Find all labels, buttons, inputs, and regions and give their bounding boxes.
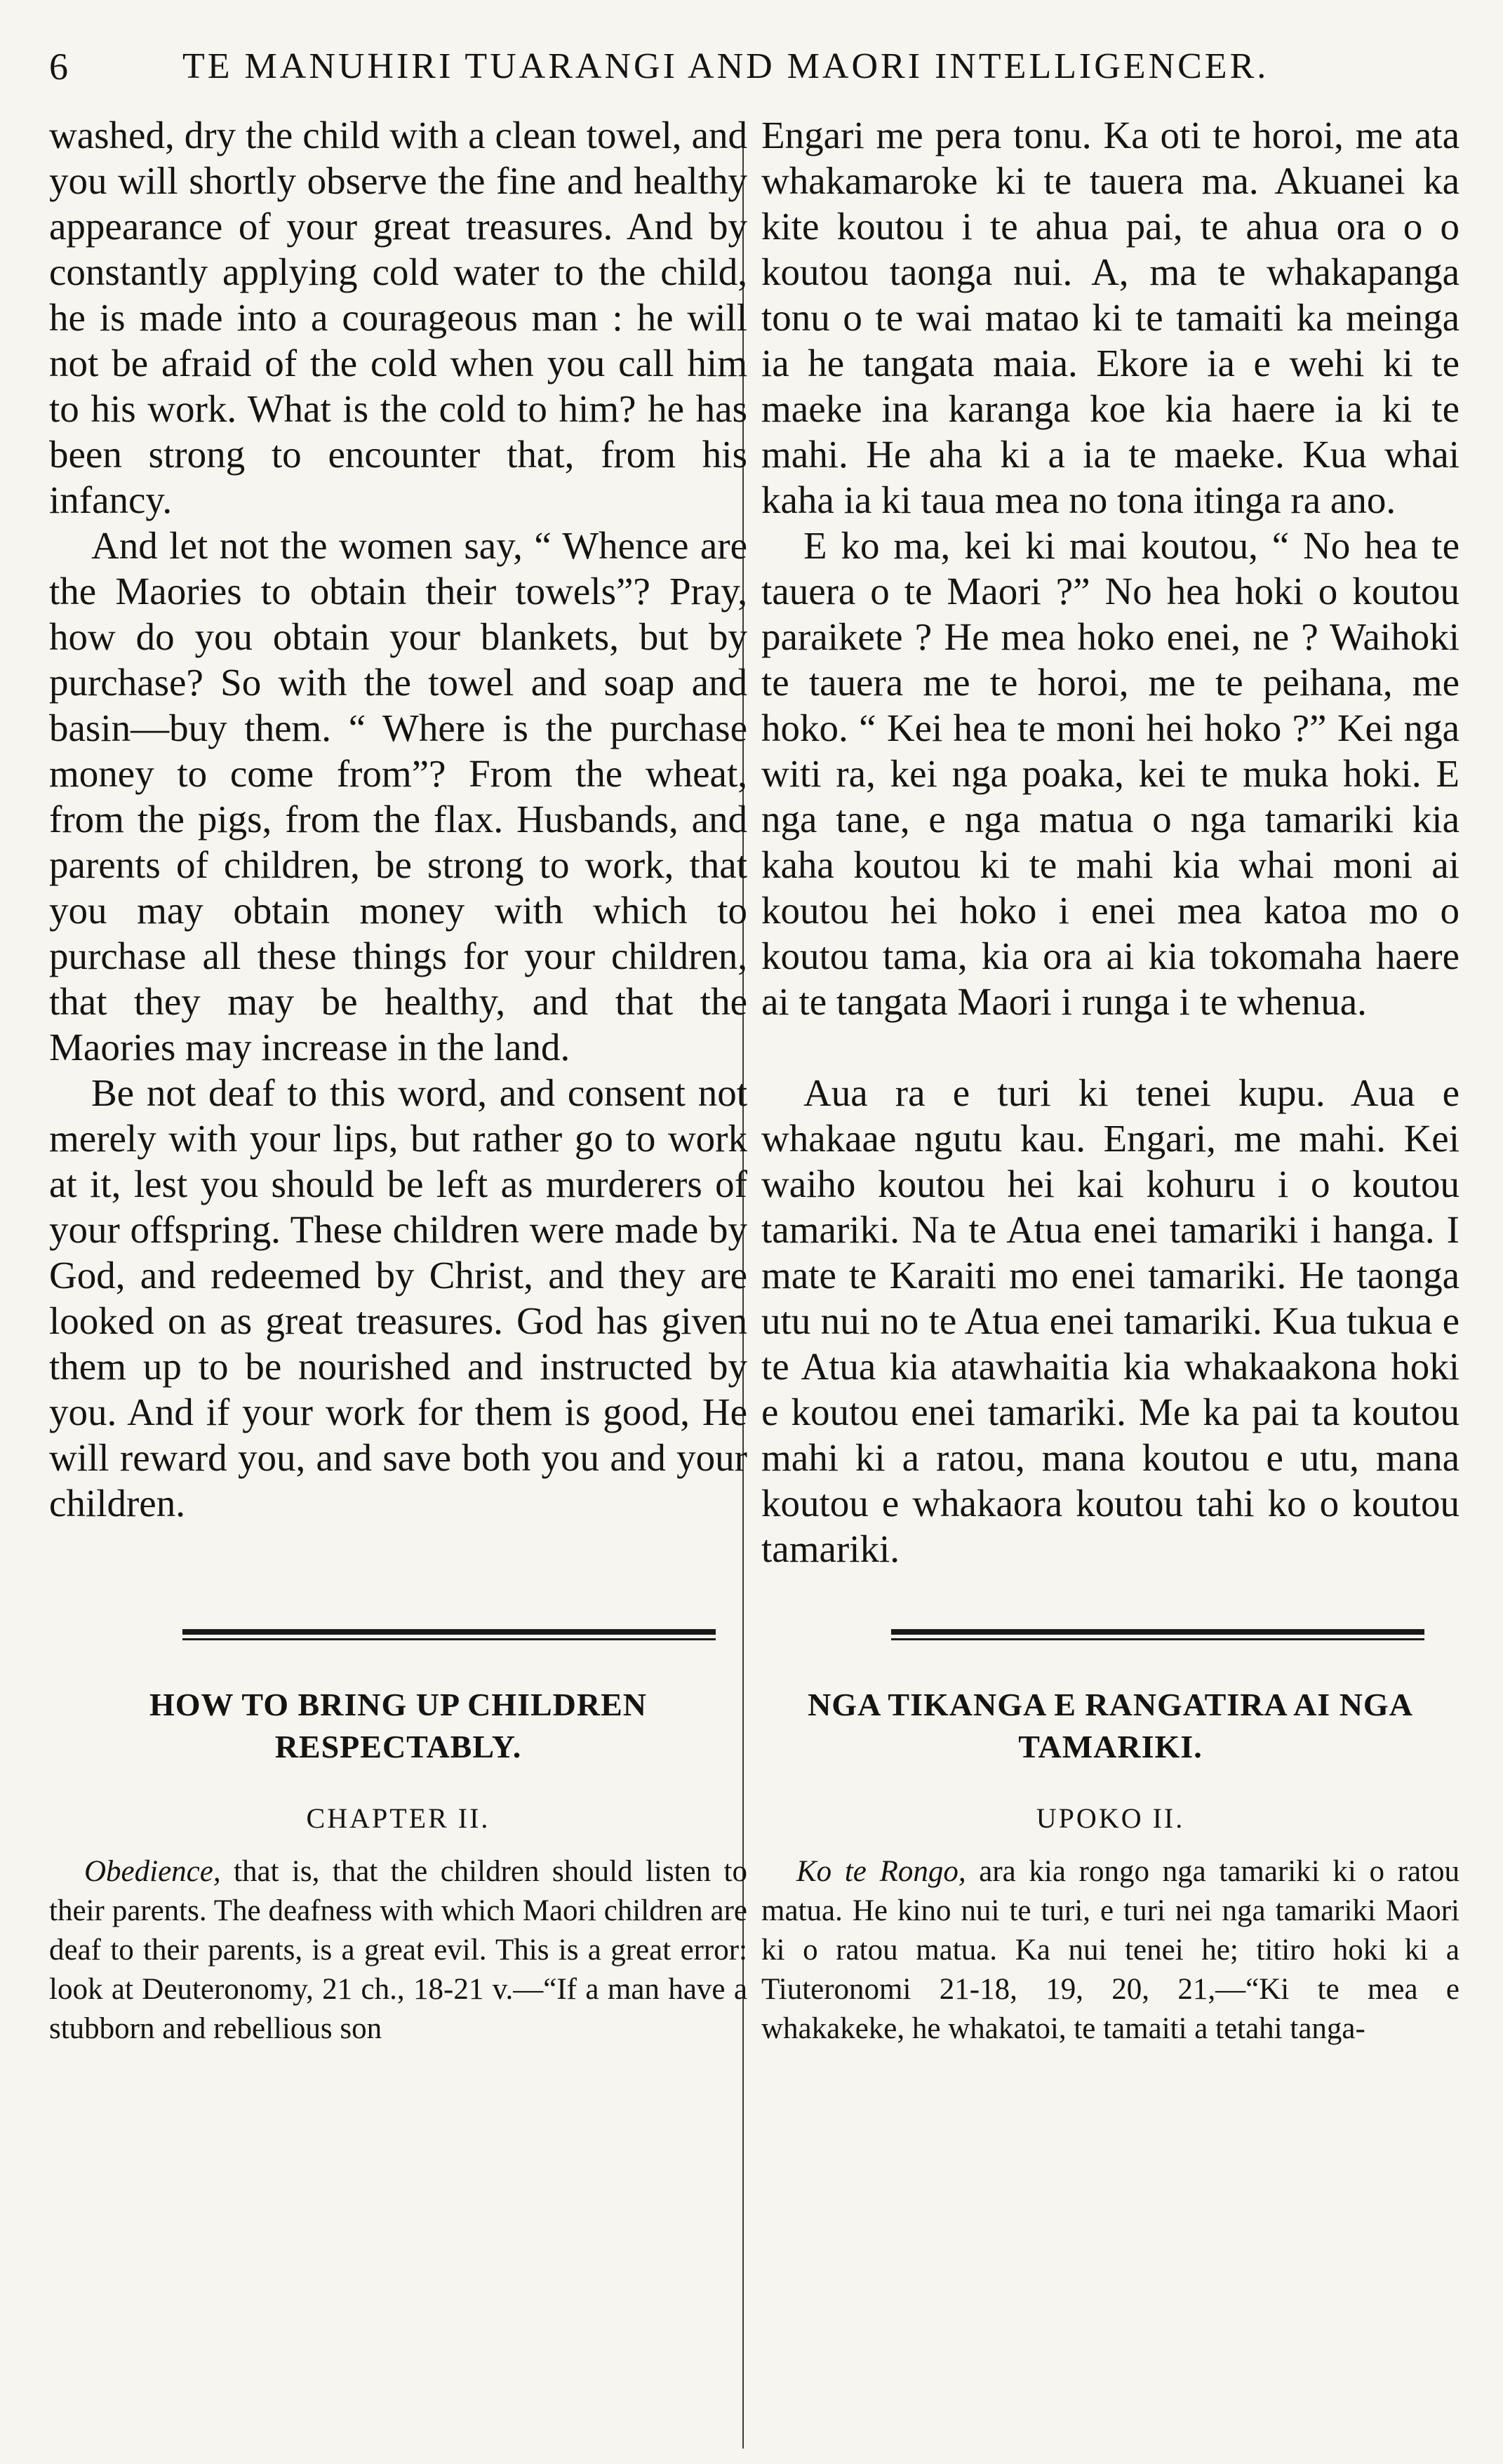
maori-section: [761, 1684, 1459, 2049]
maori-paragraph-3: Aua ra e turi ki tenei kupu. Aua e whakaae ngutu kau. Engari, me mahi. Kei waiho koutou hei kai kohuru i o koutou tamariki. Na te Atua enei tamariki i hanga. I mate te Karaiti mo enei tamariki. He taonga utu nui no te Atua enei tamariki. Kua tukua e te Atua kia atawhaitia kia whakaakona hoki e koutou enei tamariki. Me ka pai ta koutou mahi ki a ratou, mana koutou e utu, mana koutou e whakaora koutou tahi ko o koutou tamariki.: [761, 1071, 1459, 1570]
maori-column: [761, 112, 1459, 1572]
maori-chapter-heading: UPOKO II.: [1036, 1802, 1185, 1834]
english-paragraph-3: Be not deaf to this word, and consent not merely with your lips, but rather go to work at it, lest you should be left as murderers of your offspring. These children were made by God, and redeemed by Christ, and they are looked on as great treasures. God has given them up to be nourished and instructed by you. And if your work for them is good, He will reward you, and save both you and your children.: [49, 1071, 747, 1525]
maori-section-body: ara kia rongo nga tamariki ki o ratou matua. He kino nui te turi, e turi nei nga tamariki Maori ki o ratou matua. Ka nui tenei he; titiro hoki ki a Tiuteronomi 21-18, 19, 20, 21,—“Ki te mea e whakakeke, he whakatoi, te tamaiti a tetahi tanga-: [761, 1855, 1459, 2045]
maori-paragraph-1: Engari me pera tonu. Ka oti te horoi, me ata whakamaroke ki te tauera ma. Akuanei ka kite koutou i te ahua pai, te ahua ora o o koutou taonga nui. A, ma te whakapanga tonu o te wai matao ki te tamaiti ka meinga ia he tangata maia. Ekore ia e wehi ki te maeke ina karanga koe kia haere ia ki te mahi. He aha ki a ia te maeke. Kua whai kaha ia ki taua mea no tona itinga ra ano.: [761, 114, 1459, 521]
english-section: [49, 1684, 747, 2049]
section-rule-left: [182, 1629, 716, 1642]
maori-paragraph-2: E ko ma, kei ki mai koutou, “ No hea te tauera o te Maori ?” No hea hoki o koutou paraikete ? He mea hoko enei, ne ? Waihoki te tauera me te horoi, me te peihana, me hoko. “ Kei hea te moni hei hoko ?” Kei nga witi ra, kei nga poaka, kei te muka hoki. E nga tane, e nga matua o nga tamariki kia kaha koutou ki te mahi kia whai moni ai koutou hei hoko i enei mea katoa mo o koutou tama, kia ora ai kia tokomaha haere ai te tangata Maori i runga i te whenua.: [761, 524, 1459, 1023]
english-section-text: [49, 1852, 747, 2049]
english-chapter-heading: CHAPTER II.: [306, 1802, 490, 1834]
english-column: [49, 112, 747, 1526]
section-rule-right: [891, 1629, 1424, 1642]
maori-section-lead: Ko te Rongo,: [796, 1855, 966, 1888]
english-section-body: that is, that the children should listen to their parents. The deafness with which Maori children are deaf to their parents, is a great evil. This is a great error: look at Deuteronomy, 21 ch., 18-21 v.—“If a man have a stubborn and rebellious son: [49, 1855, 747, 2045]
page-header: [0, 42, 1503, 91]
maori-section-text: [761, 1852, 1459, 2049]
english-paragraph-1: washed, dry the child with a clean towel, and you will shortly observe the fine and healthy appearance of your great treasures. And by constantly applying cold water to the child, he is made into a courageous man : he will not be afraid of the cold when you call him to his work. What is the cold to him? he has been strong to encounter that, from his infancy.: [49, 114, 747, 521]
page-number: 6: [49, 46, 68, 88]
running-title: TE MANUHIRI TUARANGI AND MAORI INTELLIGENCER.: [182, 46, 1269, 86]
english-section-lead: Obedience,: [84, 1855, 221, 1888]
english-paragraph-2: And let not the women say, “ Whence are the Maories to obtain their towels”? Pray, how do you obtain your blankets, but by purchase? So with the towel and soap and basin—buy them. “ Where is the purchase money to come from”? From the wheat, from the pigs, from the flax. Husbands, and parents of children, be strong to work, that you may obtain money with which to purchase all these things for your children, that they may be healthy, and that the Maories may increase in the land.: [49, 524, 747, 1069]
maori-section-title: NGA TIKANGA E RANGATIRA AI NGA TAMARIKI.: [808, 1687, 1413, 1765]
english-section-title: HOW TO BRING UP CHILDREN RESPECTABLY.: [149, 1687, 648, 1765]
